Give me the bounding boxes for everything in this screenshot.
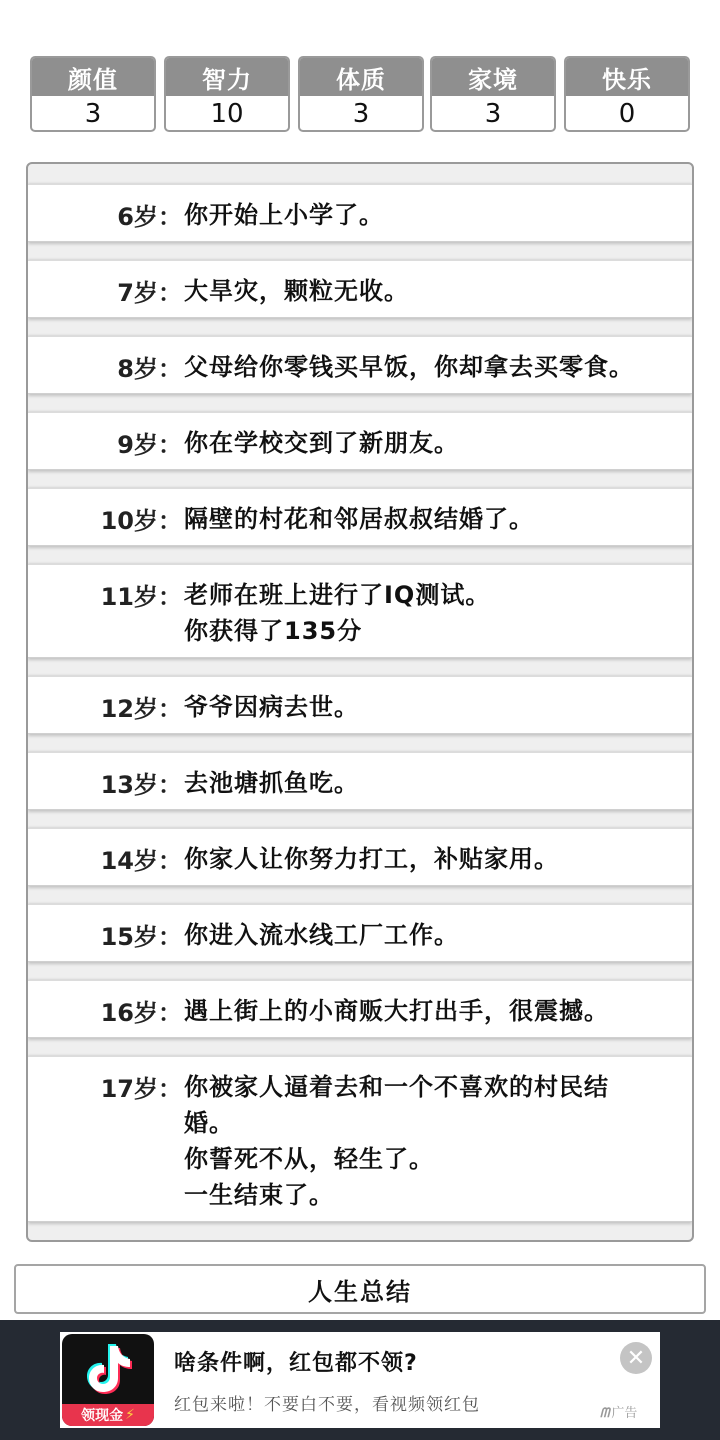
event-age: 9岁 <box>117 431 158 459</box>
event-text <box>184 273 654 309</box>
ad-banner <box>0 1320 720 1440</box>
stat-label: 智力 <box>166 58 288 96</box>
event-colon: ： <box>158 847 182 875</box>
life-event-item <box>28 1056 692 1222</box>
event-colon: ： <box>158 999 182 1027</box>
life-event-item <box>28 260 692 318</box>
event-age: 10岁 <box>100 507 158 535</box>
event-line: 一生结束了。 <box>184 1181 334 1209</box>
event-text <box>184 917 654 953</box>
ad-label <box>600 1402 637 1421</box>
event-line: 去池塘抓鱼吃。 <box>184 769 359 797</box>
life-event-item <box>28 980 692 1038</box>
ad-icon-badge-text: 领现金 <box>81 1408 124 1424</box>
event-text <box>184 1069 654 1213</box>
life-event-item <box>28 904 692 962</box>
stat-card-physique <box>298 56 424 132</box>
stat-value: 3 <box>352 99 370 129</box>
event-age: 6岁 <box>117 203 158 231</box>
event-text <box>184 197 654 233</box>
stat-label: 体质 <box>300 58 422 96</box>
event-colon: ： <box>158 771 182 799</box>
event-line: 爷爷因病去世。 <box>184 693 359 721</box>
life-event-item <box>28 564 692 658</box>
ad-card[interactable] <box>60 1332 660 1428</box>
event-line: 你开始上小学了。 <box>184 201 384 229</box>
tiktok-note-glyph <box>62 1334 154 1404</box>
event-line: 婚。 <box>184 1109 234 1137</box>
event-age: 8岁 <box>117 355 158 383</box>
event-text <box>184 765 654 801</box>
event-line: 你家人让你努力打工，补贴家用。 <box>184 845 559 873</box>
event-line: 你获得了135分 <box>184 617 363 645</box>
event-line: 遇上街上的小商贩大打出手，很震撼。 <box>184 997 609 1025</box>
stat-card-intelligence <box>164 56 290 132</box>
event-line: 老师在班上进行了IQ测试。 <box>184 581 491 609</box>
stat-card-family <box>430 56 556 132</box>
stat-label: 家境 <box>432 58 554 96</box>
lightning-icon: ⚡ <box>125 1407 135 1423</box>
event-line: 你被家人逼着去和一个不喜欢的村民结 <box>184 1073 609 1101</box>
life-log-panel[interactable] <box>26 162 694 1242</box>
ad-logo-icon: ᗰ <box>600 1406 610 1421</box>
event-line: 你在学校交到了新朋友。 <box>184 429 459 457</box>
life-event-item <box>28 184 692 242</box>
event-line: 大旱灾，颗粒无收。 <box>184 277 409 305</box>
life-event-item <box>28 828 692 886</box>
event-age: 16岁 <box>100 999 158 1027</box>
event-text <box>184 425 654 461</box>
tiktok-note-icon[interactable] <box>62 1334 154 1426</box>
event-text <box>184 993 654 1029</box>
event-line: 父母给你零钱买早饭，你却拿去买零食。 <box>184 353 634 381</box>
ad-subtitle[interactable]: 红包来啦！不要白不要，看视频领红包 <box>174 1395 480 1415</box>
event-line: 你进入流水线工厂工作。 <box>184 921 459 949</box>
event-text <box>184 349 654 385</box>
event-age: 14岁 <box>100 847 158 875</box>
event-colon: ： <box>158 507 182 535</box>
stat-card-happiness <box>564 56 690 132</box>
event-age: 11岁 <box>100 583 158 611</box>
event-colon: ： <box>158 695 182 723</box>
stat-value: 3 <box>484 99 502 129</box>
event-colon: ： <box>158 431 182 459</box>
life-event-item <box>28 752 692 810</box>
stat-value: 10 <box>210 99 244 129</box>
event-colon: ： <box>158 279 182 307</box>
life-event-item <box>28 336 692 394</box>
ad-label-text: 广告 <box>611 1406 638 1421</box>
stat-label: 颜值 <box>32 58 154 96</box>
life-event-item <box>28 676 692 734</box>
event-age: 13岁 <box>100 771 158 799</box>
life-summary-button[interactable]: 人生总结 <box>14 1264 706 1314</box>
event-age: 7岁 <box>117 279 158 307</box>
event-colon: ： <box>158 583 182 611</box>
event-age: 12岁 <box>100 695 158 723</box>
event-line: 隔壁的村花和邻居叔叔结婚了。 <box>184 505 534 533</box>
ad-icon-badge <box>62 1404 154 1426</box>
life-event-item <box>28 488 692 546</box>
life-event-item <box>28 412 692 470</box>
event-text <box>184 841 654 877</box>
event-colon: ： <box>158 355 182 383</box>
stat-value: 0 <box>618 99 636 129</box>
stat-card-looks <box>30 56 156 132</box>
event-colon: ： <box>158 1075 182 1103</box>
event-age: 17岁 <box>100 1075 158 1103</box>
stats-row <box>30 56 690 132</box>
event-colon: ： <box>158 923 182 951</box>
event-line: 你誓死不从，轻生了。 <box>184 1145 434 1173</box>
stat-value: 3 <box>84 99 102 129</box>
event-text <box>184 501 654 537</box>
event-age: 15岁 <box>100 923 158 951</box>
ad-title[interactable]: 啥条件啊，红包都不领? <box>174 1351 418 1376</box>
close-icon[interactable]: ✕ <box>620 1342 652 1374</box>
event-text <box>184 577 654 649</box>
stat-label: 快乐 <box>566 58 688 96</box>
event-text <box>184 689 654 725</box>
event-colon: ： <box>158 203 182 231</box>
